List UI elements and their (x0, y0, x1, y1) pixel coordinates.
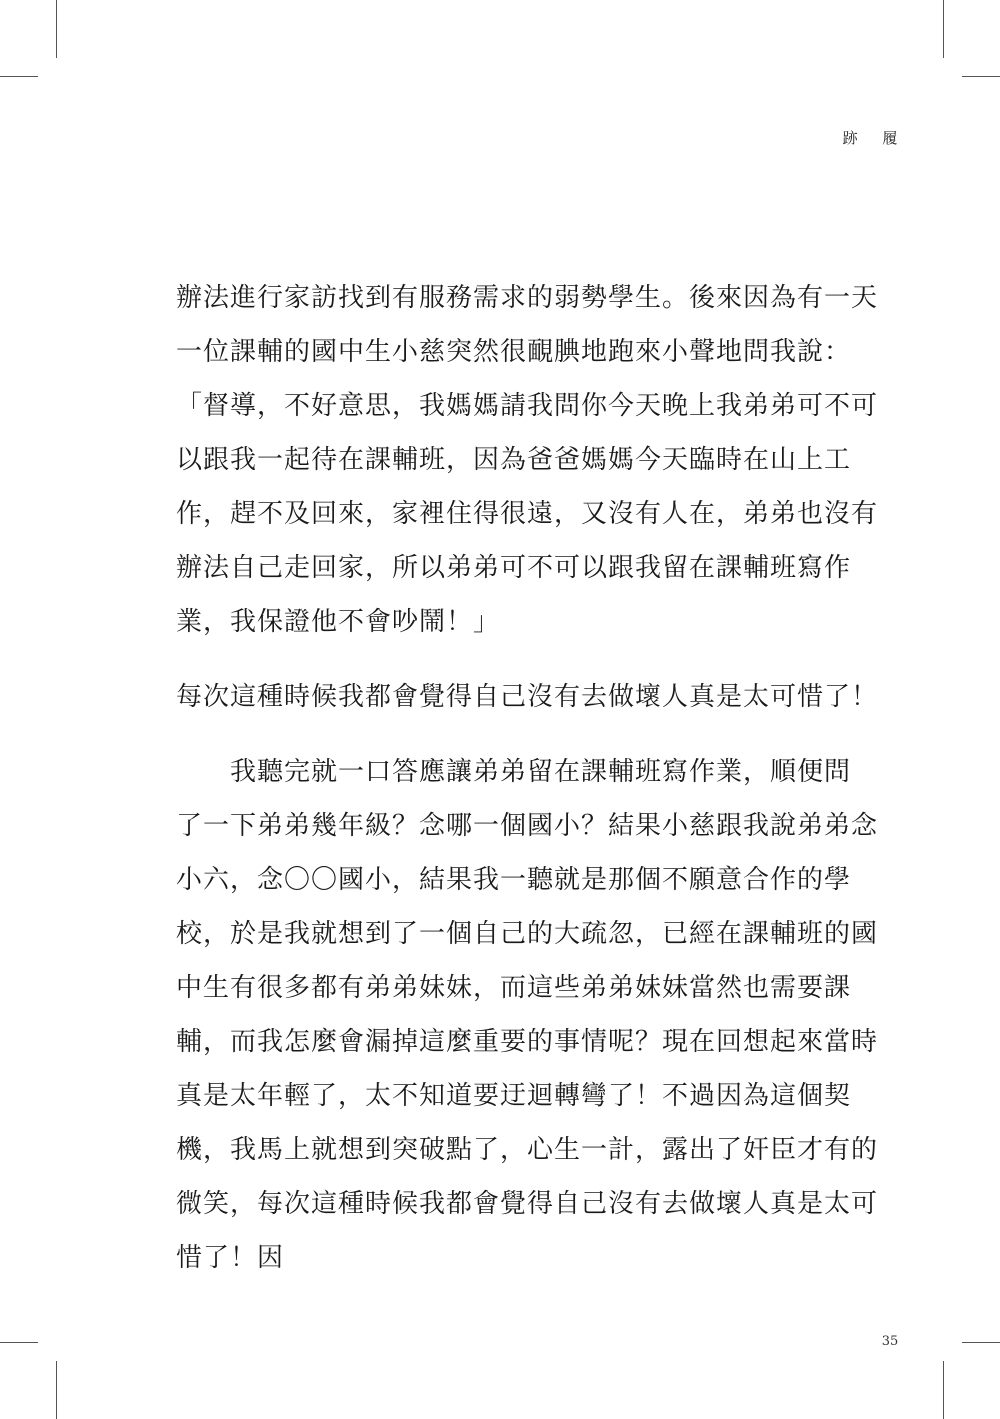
text-line: 了一下弟弟幾年級？念哪一個國小？結果小慈跟我說弟弟念 (176, 811, 879, 841)
crop-mark-bottom-right-horizontal (962, 1342, 1000, 1343)
paragraph-quote (176, 271, 879, 649)
paragraph-main (176, 745, 879, 1285)
text-line: 「督導，不好意思，我媽媽請我問你今天晚上我弟弟可不可 (176, 391, 879, 421)
text-line: 機，我馬上就想到突破點了，心生一計，露出了奸臣才有的 (176, 1135, 879, 1165)
text-line: 輔，而我怎麼會漏掉這麼重要的事情呢？現在回想起來當時 (176, 1027, 879, 1057)
text-line: 每次這種時候我都會覺得自己沒有去做壞人真是太可惜了！ (176, 682, 879, 712)
text-line: 真是太年輕了，太不知道要迂迴轉彎了！不過因為這個契 (176, 1081, 852, 1111)
crop-mark-top-right-vertical (943, 0, 944, 58)
crop-mark-top-left-vertical (56, 0, 57, 58)
text-line: 惜了！因 (176, 1243, 285, 1273)
text-line: 以跟我一起待在課輔班，因為爸爸媽媽今天臨時在山上工 (176, 445, 852, 475)
text-line: 小六，念〇〇國小，結果我一聽就是那個不願意合作的學 (176, 865, 852, 895)
paragraph-highlight (176, 670, 879, 724)
crop-mark-bottom-left-vertical (56, 1361, 57, 1419)
text-line: 業，我保證他不會吵鬧！」 (176, 607, 501, 637)
text-line: 校，於是我就想到了一個自己的大疏忽，已經在課輔班的國 (176, 919, 879, 949)
crop-mark-top-left-horizontal (0, 76, 38, 77)
crop-mark-top-right-horizontal (962, 76, 1000, 77)
text-line: 我聽完就一口答應讓弟弟留在課輔班寫作業，順便問 (176, 757, 852, 787)
text-line: 辦法進行家訪找到有服務需求的弱勢學生。後來因為有一天 (176, 283, 879, 313)
running-head: 跡 履 (842, 129, 908, 147)
crop-mark-bottom-right-vertical (943, 1361, 944, 1419)
text-line: 中生有很多都有弟弟妹妹，而這些弟弟妹妹當然也需要課 (176, 973, 852, 1003)
text-line: 一位課輔的國中生小慈突然很靦腆地跑來小聲地問我說： (176, 337, 852, 367)
text-line: 辦法自己走回家，所以弟弟可不可以跟我留在課輔班寫作 (176, 553, 852, 583)
text-line: 微笑，每次這種時候我都會覺得自己沒有去做壞人真是太可 (176, 1189, 879, 1219)
page-number: 35 (881, 1334, 899, 1349)
crop-mark-bottom-left-horizontal (0, 1342, 38, 1343)
text-line: 作，趕不及回來，家裡住得很遠，又沒有人在，弟弟也沒有 (176, 499, 879, 529)
